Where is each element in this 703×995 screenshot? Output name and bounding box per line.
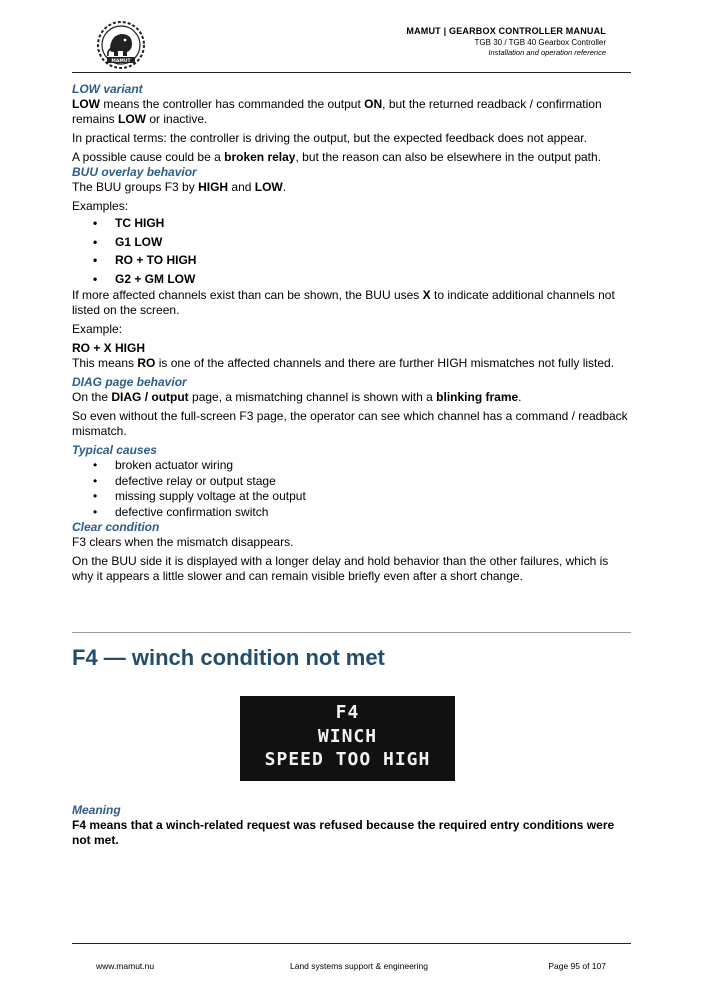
buu-overlay-paragraph-2: If more affected channels exist than can be shown, the BUU uses X to indicate additional channels not listed on the screen. [72,288,615,317]
manual-tagline: Installation and operation reference [488,48,606,57]
mamut-logo [96,20,146,70]
low-variant-paragraph-1: LOW means the controller has commanded the output ON, but the returned readback / confirmation remains LOW or inactive. [72,97,602,126]
diag-page-paragraph-2: So even without the full-screen F3 page, the operator can see which channel has a command / readback mismatch. [72,409,628,438]
header-text [406,25,606,58]
list-item: • missing supply voltage at the output [115,489,632,505]
diag-page-heading: DIAG page behavior [72,375,187,389]
list-item: • defective relay or output stage [115,474,632,490]
logo-text: MAMUT [111,59,131,64]
section-divider [72,632,631,633]
buu-overlay-heading: BUU overlay behavior [72,165,197,179]
list-item: • G2 + GM LOW [115,270,632,289]
list-item: • G1 LOW [115,233,632,252]
list-item: • defective confirmation switch [115,505,632,521]
meaning-text: F4 means that a winch-related request was refused because the required entry conditions were not met. [72,818,615,847]
low-variant-paragraph-3: A possible cause could be a broken relay, but the reason can also be elsewhere in the output path. [72,150,602,164]
example-label: Example: [72,322,123,336]
display-line-title: WINCH [317,726,378,747]
examples-list [72,214,632,288]
diag-page-paragraph-1: On the DIAG / output page, a mismatching channel is shown with a blinking frame. [72,390,522,404]
buu-overlay-paragraph-3: This means RO is one of the affected channels and there are further HIGH mismatches not fully listed. [72,356,615,370]
example-value: RO + X HIGH [72,341,146,355]
clear-condition-heading: Clear condition [72,520,160,534]
display-line-reason: SPEED TOO HIGH [264,749,431,770]
page-header [0,0,703,72]
low-variant-paragraph-2: In practical terms: the controller is driving the output, but the expected feedback does not appear. [72,131,587,145]
footer-divider [72,943,631,944]
display-line-code: F4 [335,702,360,723]
manual-subtitle: TGB 30 / TGB 40 Gearbox Controller [474,38,606,47]
typical-causes-heading: Typical causes [72,443,157,457]
page-body [72,82,632,584]
header-divider [72,72,631,73]
section-title: F4 — winch condition not met [72,645,385,670]
clear-condition-paragraph-2: On the BUU side it is displayed with a longer delay and hold behavior than the other failures, which is why it appears a little slower and can remain visible briefly even after a short change. [72,554,609,583]
causes-list [72,458,632,520]
low-variant-heading: LOW variant [72,82,143,96]
list-item: • RO + TO HIGH [115,251,632,270]
buu-display-image [240,696,455,781]
footer-website: www.mamut.nu [96,961,155,971]
examples-label: Examples: [72,199,129,213]
buu-overlay-paragraph-1: The BUU groups F3 by HIGH and LOW. [72,180,287,194]
list-item: • TC HIGH [115,214,632,233]
clear-condition-paragraph-1: F3 clears when the mismatch disappears. [72,535,294,549]
meaning-heading: Meaning [72,803,121,817]
manual-title: MAMUT | GEARBOX CONTROLLER MANUAL [406,26,606,36]
footer-center-text: Land systems support & engineering [290,961,428,971]
footer-page-number: Page 95 of 107 [548,961,606,971]
meaning-block [72,803,632,848]
list-item: • broken actuator wiring [115,458,632,474]
